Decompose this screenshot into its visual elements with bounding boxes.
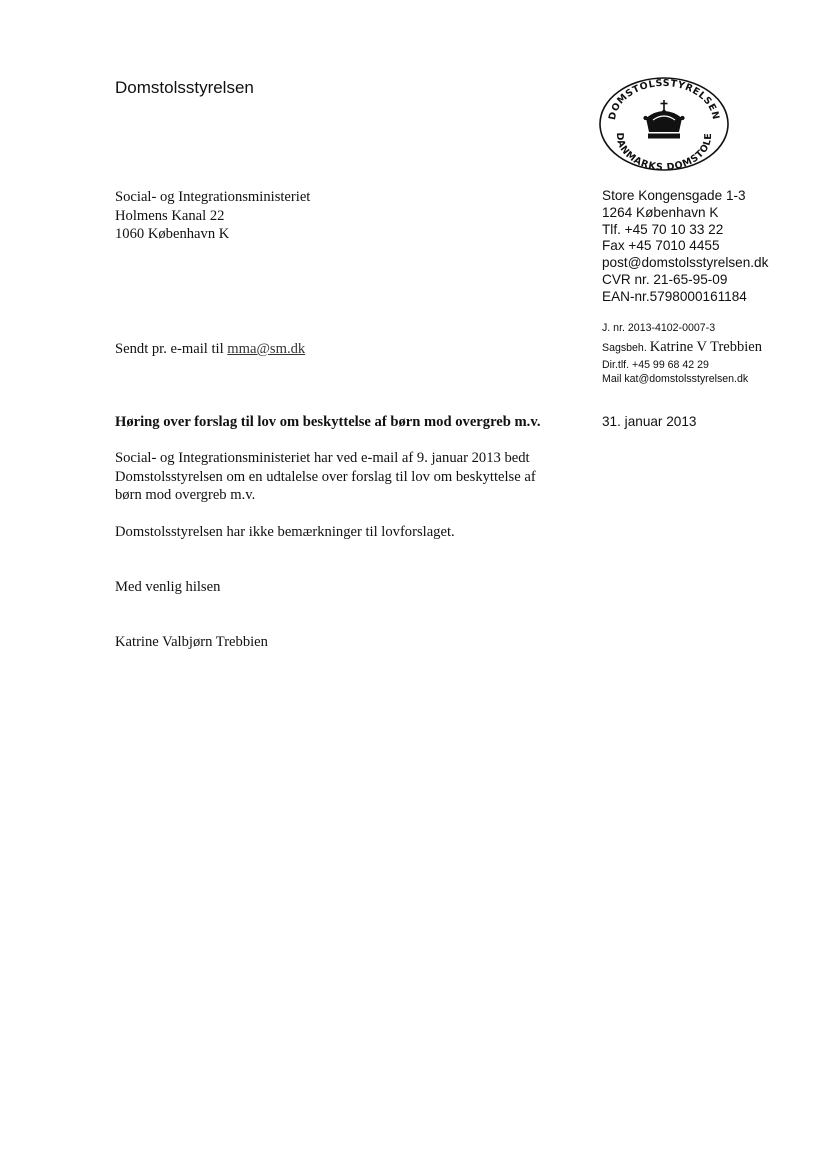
recipient-email-link[interactable]: mma@sm.dk (227, 341, 306, 357)
sender-ean: EAN-nr.5798000161184 (602, 288, 747, 304)
recipient-line: Social- og Integrationsministeriet (115, 189, 311, 205)
case-handler-mail: Mail kat@domstolsstyrelsen.dk (602, 373, 749, 385)
recipient-line: Holmens Kanal 22 (115, 207, 225, 224)
case-handler-label: Sagsbeh. (602, 342, 647, 354)
sender-fax: Fax +45 7010 4455 (602, 238, 720, 254)
sender-address (602, 188, 768, 306)
paragraph-line: børn mod overgreb m.v. (115, 487, 256, 504)
court-seal-logo (597, 74, 731, 174)
crown-icon (643, 100, 684, 139)
body-paragraph: Domstolsstyrelsen har ikke bemærkninger til lovforslaget. (115, 524, 455, 540)
sender-cvr: CVR nr. 21-65-95-09 (602, 271, 728, 287)
letter-subject: Høring over forslag til lov om beskyttelse af børn mod overgreb m.v. (115, 414, 541, 430)
sender-phone: Tlf. +45 70 10 33 22 (602, 221, 724, 237)
case-handler-name: Katrine V Trebbien (649, 339, 762, 355)
recipient-line: 1060 København K (115, 226, 230, 242)
svg-text:DOMSTOLSSTYRELSEN: DOMSTOLSSTYRELSEN (606, 77, 722, 122)
journal-number: J. nr. 2013-4102-0007-3 (602, 322, 716, 334)
sender-street: Store Kongensgade 1-3 (602, 188, 746, 203)
closing-greeting: Med venlig hilsen (115, 579, 221, 595)
svg-text:DANMARKS DOMSTOLE: DANMARKS DOMSTOLE (613, 132, 715, 174)
sender-city: 1264 København K (602, 204, 719, 220)
direct-phone: Dir.tlf. +45 99 68 42 29 (602, 359, 709, 371)
sent-prefix: Sendt pr. e-mail til (115, 341, 224, 357)
sent-by-email-line (115, 341, 305, 358)
organization-name: Domstolsstyrelsen (115, 78, 254, 97)
body-paragraph (115, 449, 536, 505)
letter-date: 31. januar 2013 (602, 414, 697, 429)
sender-email: post@domstolsstyrelsen.dk (602, 255, 769, 271)
recipient-address (115, 188, 310, 244)
paragraph-line: Social- og Integrationsministeriet har ved e-mail af 9. januar 2013 bedt (115, 450, 530, 466)
case-handler (602, 341, 762, 356)
signature-name: Katrine Valbjørn Trebbien (115, 634, 268, 650)
paragraph-line: Domstolsstyrelsen om en udtalelse over forslag til lov om beskyttelse af (115, 468, 536, 485)
